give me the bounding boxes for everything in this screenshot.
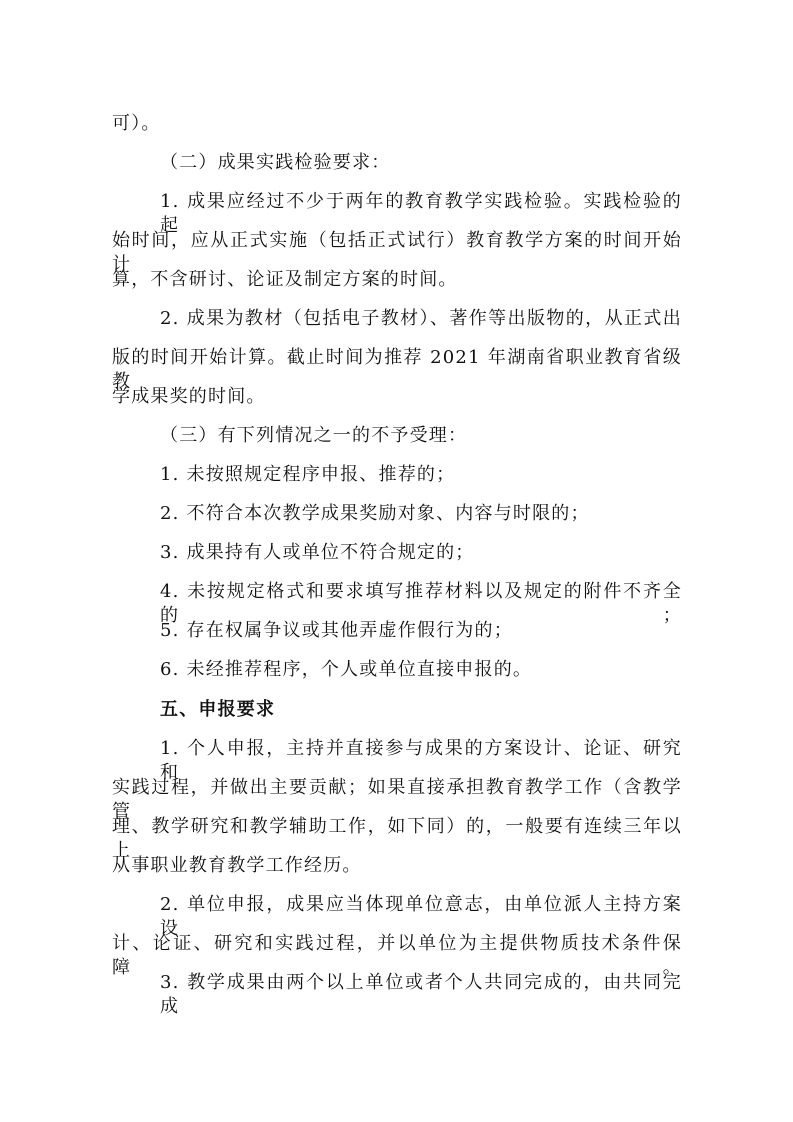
text-line: 计、论证、研究和实践过程，并以单位为主提供物质技术条件保障。	[112, 933, 682, 978]
section-heading: 五、申报要求	[160, 699, 276, 720]
list-item: 4. 未按规定格式和要求填写推荐材料以及规定的附件不齐全的；	[160, 581, 682, 626]
text-line: 实践过程，并做出主要贡献；如果直接承担教育教学工作（含教学管	[112, 777, 682, 822]
text-line: 始时间，应从正式实施（包括正式试行）教育教学方案的时间开始计	[112, 230, 682, 275]
text-line: 学成果奖的时间。	[112, 386, 266, 407]
text-line: 从事职业教育教学工作经历。	[112, 855, 362, 876]
subsection-heading: （二）成果实践检验要求：	[160, 152, 391, 173]
list-item: 1. 未按照规定程序申报、推荐的；	[160, 464, 456, 485]
text-line: 3. 教学成果由两个以上单位或者个人共同完成的，由共同完成	[160, 972, 682, 1017]
list-item: 3. 成果持有人或单位不符合规定的；	[160, 542, 475, 563]
text-line: 版的时间开始计算。截止时间为推荐 2021 年湖南省职业教育省级教	[112, 347, 682, 392]
text-line: 2. 单位申报，成果应当体现单位意志，由单位派人主持方案设	[160, 894, 682, 939]
text-line: 理、教学研究和教学辅助工作，如下同）的，一般要有连续三年以上	[112, 816, 682, 861]
text-line: 1. 个人申报，主持并直接参与成果的方案设计、论证、研究和	[160, 738, 682, 783]
list-item: 5. 存在权属争议或其他弄虚作假行为的；	[160, 620, 513, 641]
text-line: 可）。	[112, 113, 161, 134]
text-line: 2. 成果为教材（包括电子教材）、著作等出版物的，从正式出	[160, 308, 682, 329]
text-line: 1. 成果应经过不少于两年的教育教学实践检验。实践检验的起	[160, 191, 682, 236]
subsection-heading: （三）有下列情况之一的不予受理：	[160, 425, 468, 446]
list-item: 6. 未经推荐程序，个人或单位直接申报的。	[160, 659, 533, 680]
text-line: 算，不含研讨、论证及制定方案的时间。	[112, 269, 458, 290]
list-item: 2. 不符合本次教学成果奖励对象、内容与时限的；	[160, 503, 590, 524]
